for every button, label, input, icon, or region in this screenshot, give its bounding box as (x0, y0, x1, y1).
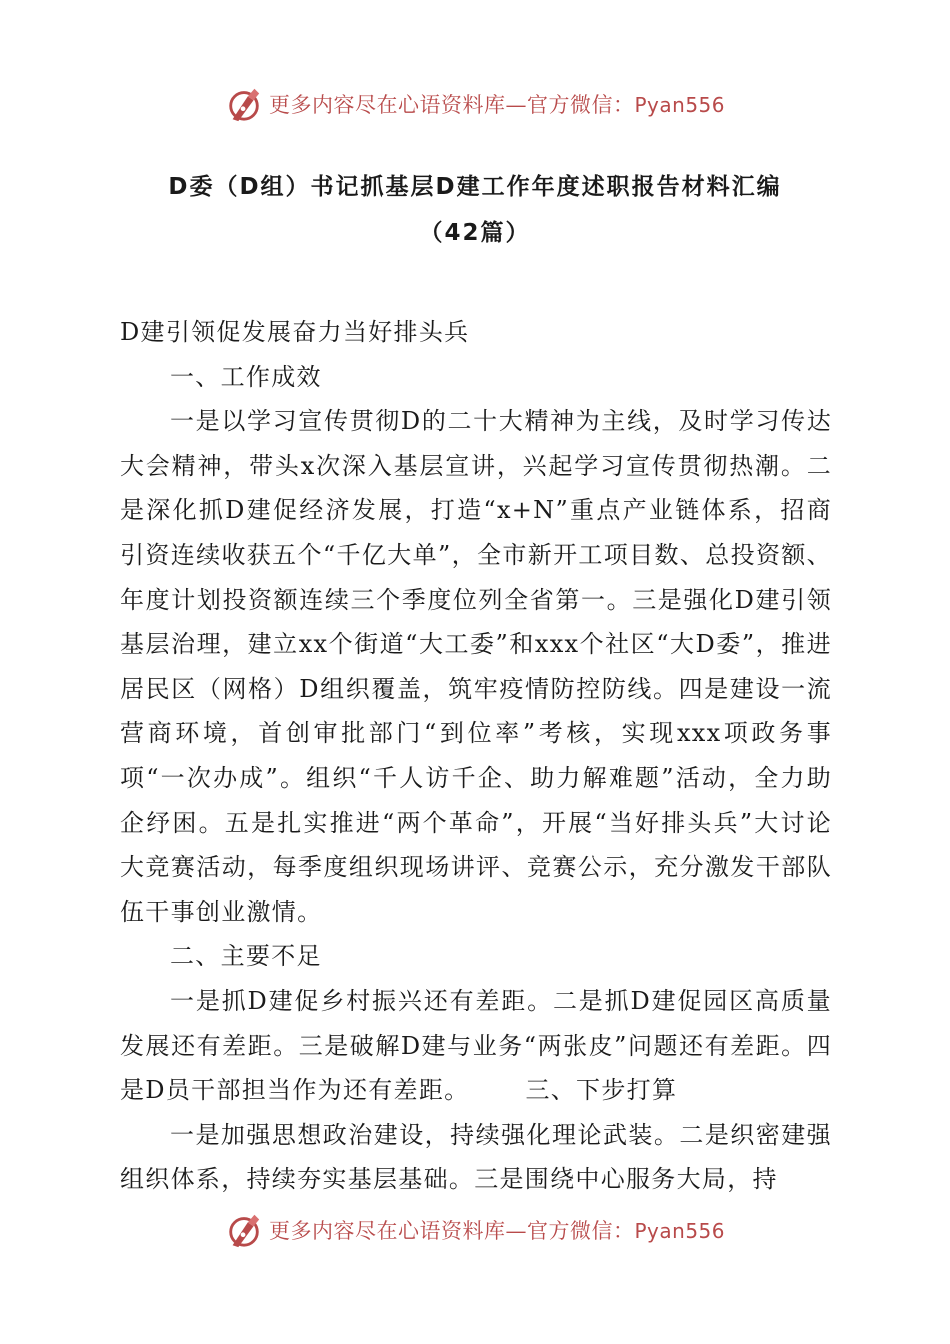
document-subtitle: （42篇） (419, 220, 531, 246)
section-heading-inline: 三、下步打算 (525, 1076, 678, 1105)
wechat-id: Pyan556 (634, 93, 725, 117)
section-paragraph: 一是以学习宣传贯彻D的二十大精神为主线，及时学习传达大会精神，带头x次深入基层宣讲，兴起学习宣传贯彻热潮。二是深化抓D建促经济发展，打造“x+N”重点产业链体系，招商引资连续收获五个“千亿大单”，全市新开工项目数、总投资额、年度计划投资额连续三个季度位列全省第一。三是强化D建引领基层治理，建立xx个街道“大工委”和xxx个社区“大D委”，推进居民区（网格）D组织覆盖，筑牢疫情防控防线。四是建设一流营商环境，首创审批部门“到位率”考核，实现xxx项政务事项“一次办成”。组织“千人访千企、助力解难题”活动，全力助企纾困。五是扎实推进“两个革命”，开展“当好排头兵”大讨论大竞赛活动，每季度组织现场讲评、竞赛公示，充分激发干部队伍干事创业激情。 (120, 407, 832, 926)
header-watermark-banner (0, 84, 950, 124)
section-paragraph: 一是加强思想政治建设，持续强化理论武装。二是织密建强组织体系，持续夯实基层基础。三是围绕中心服务大局，持 (120, 1120, 832, 1194)
section-heading: 二、主要不足 (170, 942, 322, 971)
section-paragraph: 一是抓D建促乡村振兴还有差距。二是抓D建促园区高质量发展还有差距。三是破解D建与业务“两张皮”问题还有差距。四是D员干部担当作为还有差距。 三、下步打算 (120, 986, 832, 1105)
document-title: D委（D组）书记抓基层D建工作年度述职报告材料汇编 (168, 174, 782, 200)
watermark-text: 更多内容尽在心语资料库—官方微信：Pyan556 (268, 93, 725, 117)
wechat-id: Pyan556 (634, 1219, 725, 1243)
article-title: D建引领促发展奋力当好排头兵 (120, 318, 470, 346)
pen-nib-logo-icon (225, 1211, 263, 1249)
section-heading: 一、工作成效 (170, 362, 322, 391)
watermark-text: 更多内容尽在心语资料库—官方微信：Pyan556 (268, 1219, 725, 1243)
pen-nib-logo-icon (225, 85, 263, 123)
document-body (120, 310, 832, 1202)
footer-watermark-banner (0, 1210, 950, 1250)
